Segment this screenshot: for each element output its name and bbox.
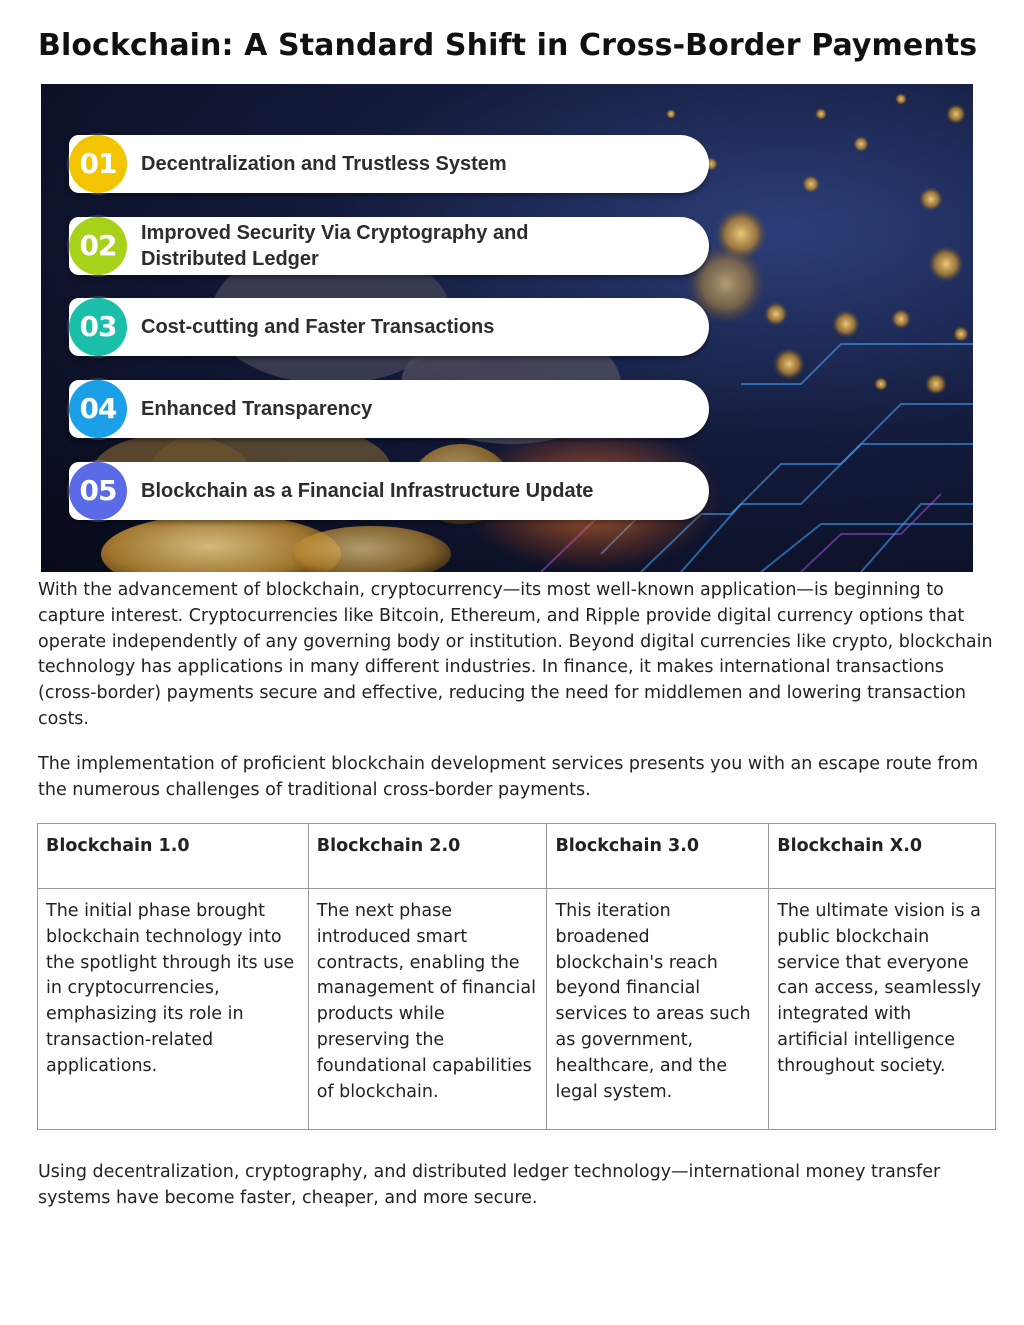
hero-item-number-badge: 02 — [69, 217, 127, 275]
table-cell: This iteration broadened blockchain's reach beyond financial services to areas such as government, healthcare, and the legal system. — [547, 889, 769, 1130]
hero-item-number-badge: 01 — [69, 135, 127, 193]
table-header-cell: Blockchain X.0 — [769, 824, 996, 889]
hero-item-label: Improved Security Via Cryptography and Distributed Ledger — [141, 222, 529, 270]
hero-item-label: Enhanced Transparency — [141, 398, 373, 420]
hero-item-1 — [69, 135, 709, 193]
conclusion-paragraph: Using decentralization, cryptography, and distributed ledger technology—international money transfer systems have become faster, cheaper, and more secure. — [38, 1162, 941, 1208]
table-row — [38, 889, 996, 1130]
table-header-cell: Blockchain 1.0 — [38, 824, 309, 889]
hero-item-3 — [69, 298, 709, 356]
table-cell: The initial phase brought blockchain technology into the spotlight through its use in cryptocurrencies, emphasizing its role in transaction-related applications. — [38, 889, 309, 1130]
hero-item-label: Blockchain as a Financial Infrastructure Update — [141, 480, 594, 502]
table-header-cell: Blockchain 3.0 — [547, 824, 769, 889]
blockchain-generations-table — [37, 823, 996, 1130]
intro-paragraph: With the advancement of blockchain, cryptocurrency—its most well-known application—is beginning to capture interest. Cryptocurrencies like Bitcoin, Ethereum, and Ripple provide digital currency options that operate independently of any governing body or institution. Beyond digital currencies like crypto, blockchain technology has applications in many different industries. In finance, it makes international transactions (cross-border) payments secure and effective, reducing the need for middlemen and lowering transaction costs. — [38, 580, 993, 729]
table-cell: The ultimate vision is a public blockchain service that everyone can access, seamlessly integrated with artificial intelligence throughout society. — [769, 889, 996, 1130]
hero-item-label: Cost-cutting and Faster Transactions — [141, 316, 495, 338]
services-paragraph: The implementation of proficient blockchain development services presents you with an escape route from the numerous challenges of traditional cross-border payments. — [38, 754, 979, 800]
table-header-cell: Blockchain 2.0 — [308, 824, 547, 889]
table-cell: The next phase introduced smart contracts, enabling the management of financial products while preserving the foundational capabilities of blockchain. — [308, 889, 547, 1130]
table-header-row — [38, 824, 996, 889]
hero-item-4 — [69, 380, 709, 438]
hero-item-number-badge: 05 — [69, 462, 127, 520]
hero-item-label: Decentralization and Trustless System — [141, 153, 507, 175]
hero-item-5 — [69, 462, 709, 520]
hero-item-number-badge: 04 — [69, 380, 127, 438]
page-title: Blockchain: A Standard Shift in Cross-Border Payments — [38, 28, 978, 63]
hero-image — [41, 84, 973, 572]
hero-item-number-badge: 03 — [69, 298, 127, 356]
hero-item-2 — [69, 217, 709, 275]
